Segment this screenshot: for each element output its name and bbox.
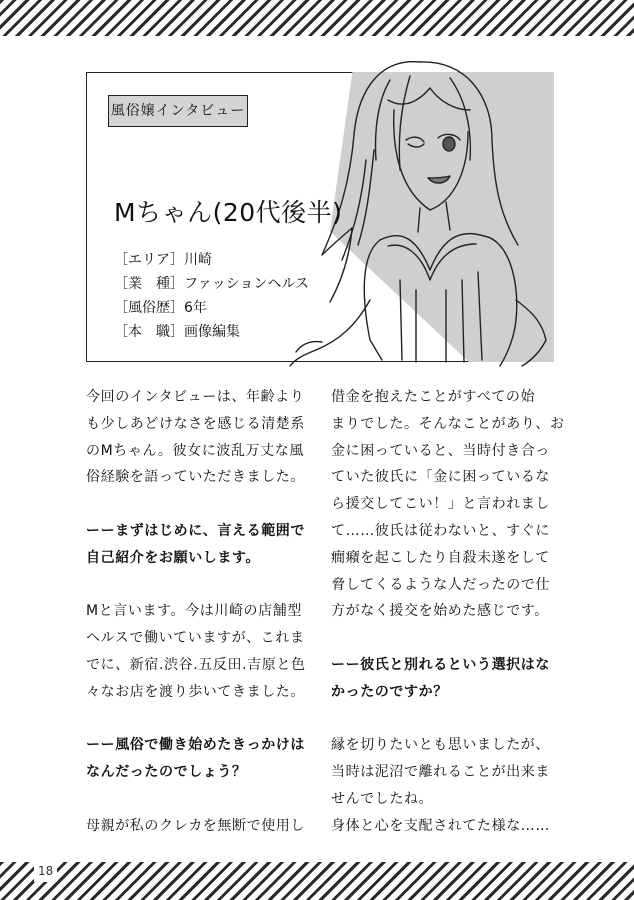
answer-line: 癇癪を起こしたり自殺未遂をして <box>331 549 550 566</box>
bottom-hatch-border <box>0 862 634 900</box>
intro-line: のMちゃん。彼女に波乱万丈な風 <box>86 442 304 459</box>
question-line: ーー風俗で働き始めたきっかけは <box>86 737 305 754</box>
answer-line: Mと言います。今は川崎の店舗型 <box>86 603 302 620</box>
answer-line: でに、新宿.渋谷.五反田.吉原と色 <box>86 656 306 673</box>
question-line: ーーまずはじめに、言える範囲で <box>86 522 305 539</box>
answer-line: 母親が私のクレカを無断で使用し <box>86 817 305 834</box>
answer-line: せんでしたね。 <box>331 790 434 807</box>
info-area: ［エリア］川崎 <box>114 252 212 268</box>
answer-line: 方がなく援交を始めた感じです。 <box>331 603 549 620</box>
info-experience: ［風俗歴］6年 <box>114 300 207 316</box>
answer-line: ら援交してこい！」と言われまし <box>331 496 550 513</box>
answer-line: 縁を切りたいとも思いましたが、 <box>331 737 550 754</box>
answer-line: ていた彼氏に「金に困っているな <box>331 469 550 486</box>
interviewee-name: Mちゃん(20代後半) <box>114 198 343 227</box>
question-line: かったのですか？ <box>331 683 448 700</box>
answer-line: ヘルスで働いていますが、これま <box>86 630 305 647</box>
question-line: ーー彼氏と別れるという選択はな <box>331 656 550 673</box>
interview-label: 風俗嬢インタビュー <box>108 95 248 127</box>
profile-info-list <box>114 248 309 344</box>
answer-line: 金に困っていると、当時付き合っ <box>331 442 550 459</box>
info-industry: ［業 種］ファッションヘルス <box>114 276 310 292</box>
answer-line: 借金を抱えたことがすべての始 <box>331 389 536 405</box>
right-column <box>331 384 589 840</box>
page-number: 18 <box>34 860 57 882</box>
info-occupation: ［本 職］画像編集 <box>114 324 240 340</box>
answer-line: 当時は泥沼で離れることが出来ま <box>331 764 550 781</box>
answer-line: 身体と心を支配されてた様な…… <box>331 817 550 834</box>
left-column <box>86 384 344 840</box>
top-hatch-border <box>0 0 634 36</box>
question-line: なんだったのでしょう？ <box>86 764 247 781</box>
answer-line: て……彼氏は従わないと、すぐに <box>331 522 550 539</box>
answer-line: まりでした。そんなことがあり、お <box>331 415 565 432</box>
answer-line: 脅してくるような人だったので仕 <box>331 576 550 593</box>
intro-line: 俗経験を語っていただきました。 <box>86 469 305 486</box>
question-line: 自己紹介をお願いします。 <box>86 549 261 566</box>
answer-line: 々なお店を渡り歩いてきました。 <box>86 683 305 700</box>
intro-line: 今回のインタビューは、年齢より <box>86 389 305 405</box>
intro-line: も少しあどけなさを感じる清楚系 <box>86 415 305 432</box>
